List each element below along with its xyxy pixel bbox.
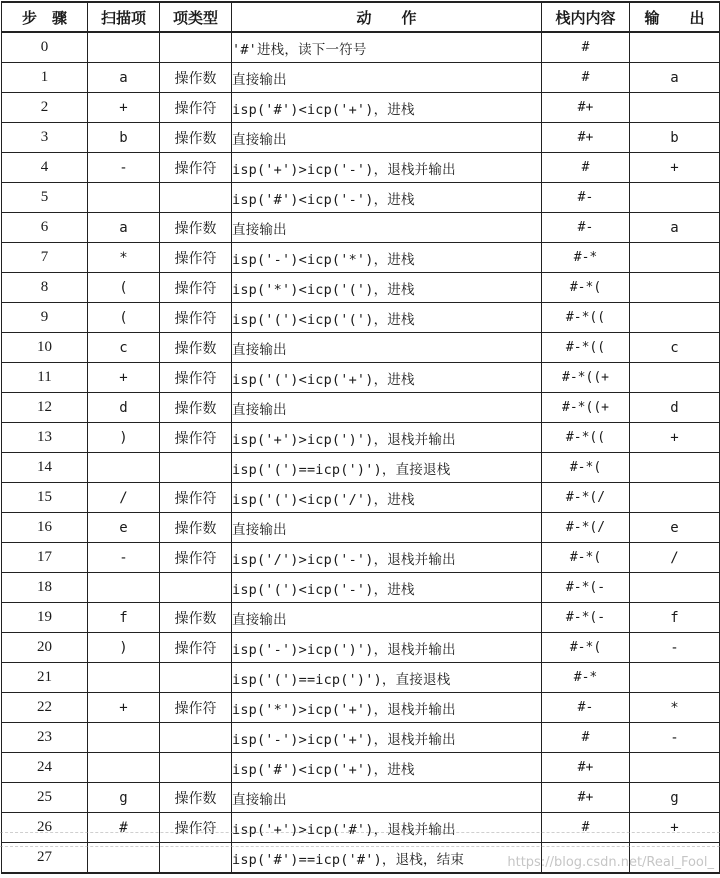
cell-stack-contents: #+ (542, 783, 630, 813)
cell-step: 27 (2, 843, 88, 874)
cell-step: 15 (2, 483, 88, 513)
cell-output: + (630, 423, 720, 453)
cell-scan-item: + (88, 363, 160, 393)
cell-scan-item: f (88, 603, 160, 633)
table-header (2, 2, 720, 32)
cell-action: isp('-')<icp('*')，进栈 (232, 243, 542, 273)
cell-action: isp('(')<icp('-')，进栈 (232, 573, 542, 603)
table-row (2, 63, 720, 93)
cell-step: 18 (2, 573, 88, 603)
cell-scan-item: d (88, 393, 160, 423)
cell-scan-item: b (88, 123, 160, 153)
cell-item-type (160, 663, 232, 693)
cell-action: 直接输出 (232, 63, 542, 93)
cell-output (630, 753, 720, 783)
cell-scan-item (88, 663, 160, 693)
table-row (2, 123, 720, 153)
cell-step: 26 (2, 813, 88, 843)
cell-output: f (630, 603, 720, 633)
cell-item-type: 操作符 (160, 693, 232, 723)
cell-item-type: 操作符 (160, 423, 232, 453)
cell-scan-item: # (88, 813, 160, 843)
cell-scan-item: - (88, 543, 160, 573)
table-row (2, 723, 720, 753)
cell-stack-contents: #+ (542, 753, 630, 783)
table-row (2, 813, 720, 843)
cell-stack-contents: #-*( (542, 543, 630, 573)
cell-scan-item (88, 753, 160, 783)
table-row (2, 333, 720, 363)
cell-step: 16 (2, 513, 88, 543)
cell-stack-contents: #-*( (542, 633, 630, 663)
cell-stack-contents: #-*((+ (542, 363, 630, 393)
cell-scan-item: + (88, 693, 160, 723)
cell-stack-contents: #-*(- (542, 573, 630, 603)
cell-action: isp('#')<icp('+')，进栈 (232, 93, 542, 123)
cell-step: 7 (2, 243, 88, 273)
cell-step: 24 (2, 753, 88, 783)
cell-action: isp('#')<icp('+')，进栈 (232, 753, 542, 783)
table-row (2, 753, 720, 783)
cell-step: 5 (2, 183, 88, 213)
cell-action: isp('*')>icp('+')，退栈并输出 (232, 693, 542, 723)
cell-stack-contents: # (542, 813, 630, 843)
cell-action: isp('+')>icp('#')，退栈并输出 (232, 813, 542, 843)
cell-item-type: 操作符 (160, 813, 232, 843)
table-row (2, 543, 720, 573)
cell-output (630, 303, 720, 333)
table-row (2, 303, 720, 333)
header-step: 步 骤 (2, 2, 88, 32)
cell-item-type: 操作符 (160, 153, 232, 183)
table-row (2, 693, 720, 723)
cell-stack-contents: #-*( (542, 453, 630, 483)
cell-item-type: 操作符 (160, 483, 232, 513)
header-stack-contents: 栈内内容 (542, 2, 630, 32)
cell-output: a (630, 63, 720, 93)
cell-step: 3 (2, 123, 88, 153)
cell-scan-item (88, 453, 160, 483)
table-row (2, 183, 720, 213)
cell-scan-item: a (88, 213, 160, 243)
cell-scan-item: ( (88, 273, 160, 303)
cell-step: 20 (2, 633, 88, 663)
cell-step: 23 (2, 723, 88, 753)
cell-step: 8 (2, 273, 88, 303)
cell-scan-item (88, 183, 160, 213)
table-row (2, 843, 720, 874)
cell-output (630, 183, 720, 213)
cell-action: isp('(')==icp(')')，直接退栈 (232, 453, 542, 483)
cell-stack-contents: #-*(/ (542, 513, 630, 543)
cell-scan-item: * (88, 243, 160, 273)
cell-output (630, 32, 720, 63)
cell-action: isp('+')>icp(')')，退栈并输出 (232, 423, 542, 453)
cell-item-type: 操作符 (160, 363, 232, 393)
cell-step: 13 (2, 423, 88, 453)
cell-stack-contents: # (542, 32, 630, 63)
cell-stack-contents: # (542, 153, 630, 183)
table-row (2, 663, 720, 693)
cell-scan-item (88, 32, 160, 63)
cell-scan-item: - (88, 153, 160, 183)
cell-step: 21 (2, 663, 88, 693)
cell-item-type: 操作符 (160, 93, 232, 123)
cell-item-type: 操作数 (160, 393, 232, 423)
cell-output: + (630, 153, 720, 183)
table-row (2, 213, 720, 243)
cell-action: isp('(')<icp('(')，进栈 (232, 303, 542, 333)
cell-action: isp('(')<icp('+')，进栈 (232, 363, 542, 393)
cell-step: 4 (2, 153, 88, 183)
cell-item-type (160, 453, 232, 483)
cell-item-type: 操作符 (160, 273, 232, 303)
cell-stack-contents: #-*(( (542, 303, 630, 333)
cell-item-type: 操作数 (160, 123, 232, 153)
cell-stack-contents: #-*(( (542, 333, 630, 363)
cell-stack-contents: #- (542, 213, 630, 243)
cell-scan-item: e (88, 513, 160, 543)
table-row (2, 243, 720, 273)
table-row (2, 513, 720, 543)
cell-item-type: 操作数 (160, 333, 232, 363)
cell-scan-item (88, 573, 160, 603)
cell-step: 17 (2, 543, 88, 573)
cell-action: '#'进栈，读下一符号 (232, 32, 542, 63)
cell-stack-contents: #-*((+ (542, 393, 630, 423)
cell-output (630, 843, 720, 874)
cell-scan-item: ( (88, 303, 160, 333)
cell-scan-item: + (88, 93, 160, 123)
cell-item-type: 操作符 (160, 633, 232, 663)
cell-step: 1 (2, 63, 88, 93)
table-row (2, 423, 720, 453)
cell-stack-contents: #-* (542, 243, 630, 273)
table-row (2, 273, 720, 303)
cell-stack-contents: #-*( (542, 273, 630, 303)
cell-stack-contents: #-*(- (542, 603, 630, 633)
cell-action: 直接输出 (232, 333, 542, 363)
table-row (2, 633, 720, 663)
cell-output: - (630, 633, 720, 663)
cell-step: 0 (2, 32, 88, 63)
cell-scan-item: ) (88, 423, 160, 453)
cell-action: isp('/')>icp('-')，退栈并输出 (232, 543, 542, 573)
cell-action: 直接输出 (232, 393, 542, 423)
header-action: 动 作 (232, 2, 542, 32)
cell-action: 直接输出 (232, 783, 542, 813)
cell-item-type (160, 753, 232, 783)
cell-scan-item: g (88, 783, 160, 813)
cell-step: 11 (2, 363, 88, 393)
cell-item-type (160, 32, 232, 63)
table-row (2, 393, 720, 423)
cell-step: 9 (2, 303, 88, 333)
cell-output: a (630, 213, 720, 243)
conversion-table (1, 1, 720, 874)
cell-action: 直接输出 (232, 603, 542, 633)
cell-step: 22 (2, 693, 88, 723)
cell-scan-item: a (88, 63, 160, 93)
cell-scan-item: c (88, 333, 160, 363)
table-row (2, 603, 720, 633)
cell-stack-contents: #-* (542, 663, 630, 693)
cell-step: 6 (2, 213, 88, 243)
cell-item-type: 操作数 (160, 213, 232, 243)
cell-step: 25 (2, 783, 88, 813)
cell-item-type (160, 573, 232, 603)
cell-item-type (160, 723, 232, 753)
cell-item-type: 操作数 (160, 513, 232, 543)
cell-action: isp('-')>icp(')')，退栈并输出 (232, 633, 542, 663)
cell-output (630, 483, 720, 513)
table-row (2, 783, 720, 813)
cell-item-type: 操作符 (160, 303, 232, 333)
cell-output (630, 573, 720, 603)
cell-output (630, 663, 720, 693)
header-row (2, 2, 720, 32)
cell-stack-contents: #- (542, 183, 630, 213)
cell-output (630, 273, 720, 303)
cell-scan-item: ) (88, 633, 160, 663)
cell-action: 直接输出 (232, 213, 542, 243)
cell-action: isp('#')<icp('-')，进栈 (232, 183, 542, 213)
cell-scan-item (88, 843, 160, 874)
cell-item-type: 操作数 (160, 783, 232, 813)
cell-stack-contents: #-*(/ (542, 483, 630, 513)
table-row (2, 453, 720, 483)
table-row (2, 573, 720, 603)
cell-item-type: 操作符 (160, 543, 232, 573)
table-row (2, 363, 720, 393)
cell-output (630, 453, 720, 483)
cell-action: isp('+')>icp('-')，退栈并输出 (232, 153, 542, 183)
header-output: 输 出 (630, 2, 720, 32)
header-item-type: 项类型 (160, 2, 232, 32)
watermark-text: https://blog.csdn.net/Real_Fool_ (507, 855, 714, 870)
header-scan-item: 扫描项 (88, 2, 160, 32)
cell-output: * (630, 693, 720, 723)
cell-step: 12 (2, 393, 88, 423)
cell-item-type: 操作数 (160, 63, 232, 93)
cell-item-type: 操作符 (160, 243, 232, 273)
cell-scan-item: / (88, 483, 160, 513)
cell-step: 14 (2, 453, 88, 483)
cell-scan-item (88, 723, 160, 753)
cell-action: isp('(')==icp(')')，直接退栈 (232, 663, 542, 693)
cell-stack-contents (542, 843, 630, 874)
cell-output: d (630, 393, 720, 423)
cell-output: b (630, 123, 720, 153)
cell-output: e (630, 513, 720, 543)
cell-action: 直接输出 (232, 513, 542, 543)
cell-stack-contents: #+ (542, 123, 630, 153)
cell-step: 19 (2, 603, 88, 633)
table-row (2, 153, 720, 183)
cell-action: isp('(')<icp('/')，进栈 (232, 483, 542, 513)
cell-step: 10 (2, 333, 88, 363)
cell-output: + (630, 813, 720, 843)
cell-stack-contents: #+ (542, 93, 630, 123)
cell-output: g (630, 783, 720, 813)
cell-output: c (630, 333, 720, 363)
cell-item-type (160, 183, 232, 213)
cell-action: 直接输出 (232, 123, 542, 153)
cell-step: 2 (2, 93, 88, 123)
cell-stack-contents: #-*(( (542, 423, 630, 453)
cell-action: isp('#')==icp('#')，退栈，结束 (232, 843, 542, 874)
cell-output (630, 93, 720, 123)
cell-output: - (630, 723, 720, 753)
cell-item-type (160, 843, 232, 874)
table-row (2, 32, 720, 63)
table-row (2, 93, 720, 123)
cell-output (630, 363, 720, 393)
cell-stack-contents: #- (542, 693, 630, 723)
cell-stack-contents: # (542, 723, 630, 753)
table-body (2, 32, 720, 873)
cell-action: isp('*')<icp('(')，进栈 (232, 273, 542, 303)
cell-output (630, 243, 720, 273)
cell-output: / (630, 543, 720, 573)
cell-item-type: 操作数 (160, 603, 232, 633)
cell-stack-contents: # (542, 63, 630, 93)
cell-action: isp('-')>icp('+')，退栈并输出 (232, 723, 542, 753)
table-row (2, 483, 720, 513)
